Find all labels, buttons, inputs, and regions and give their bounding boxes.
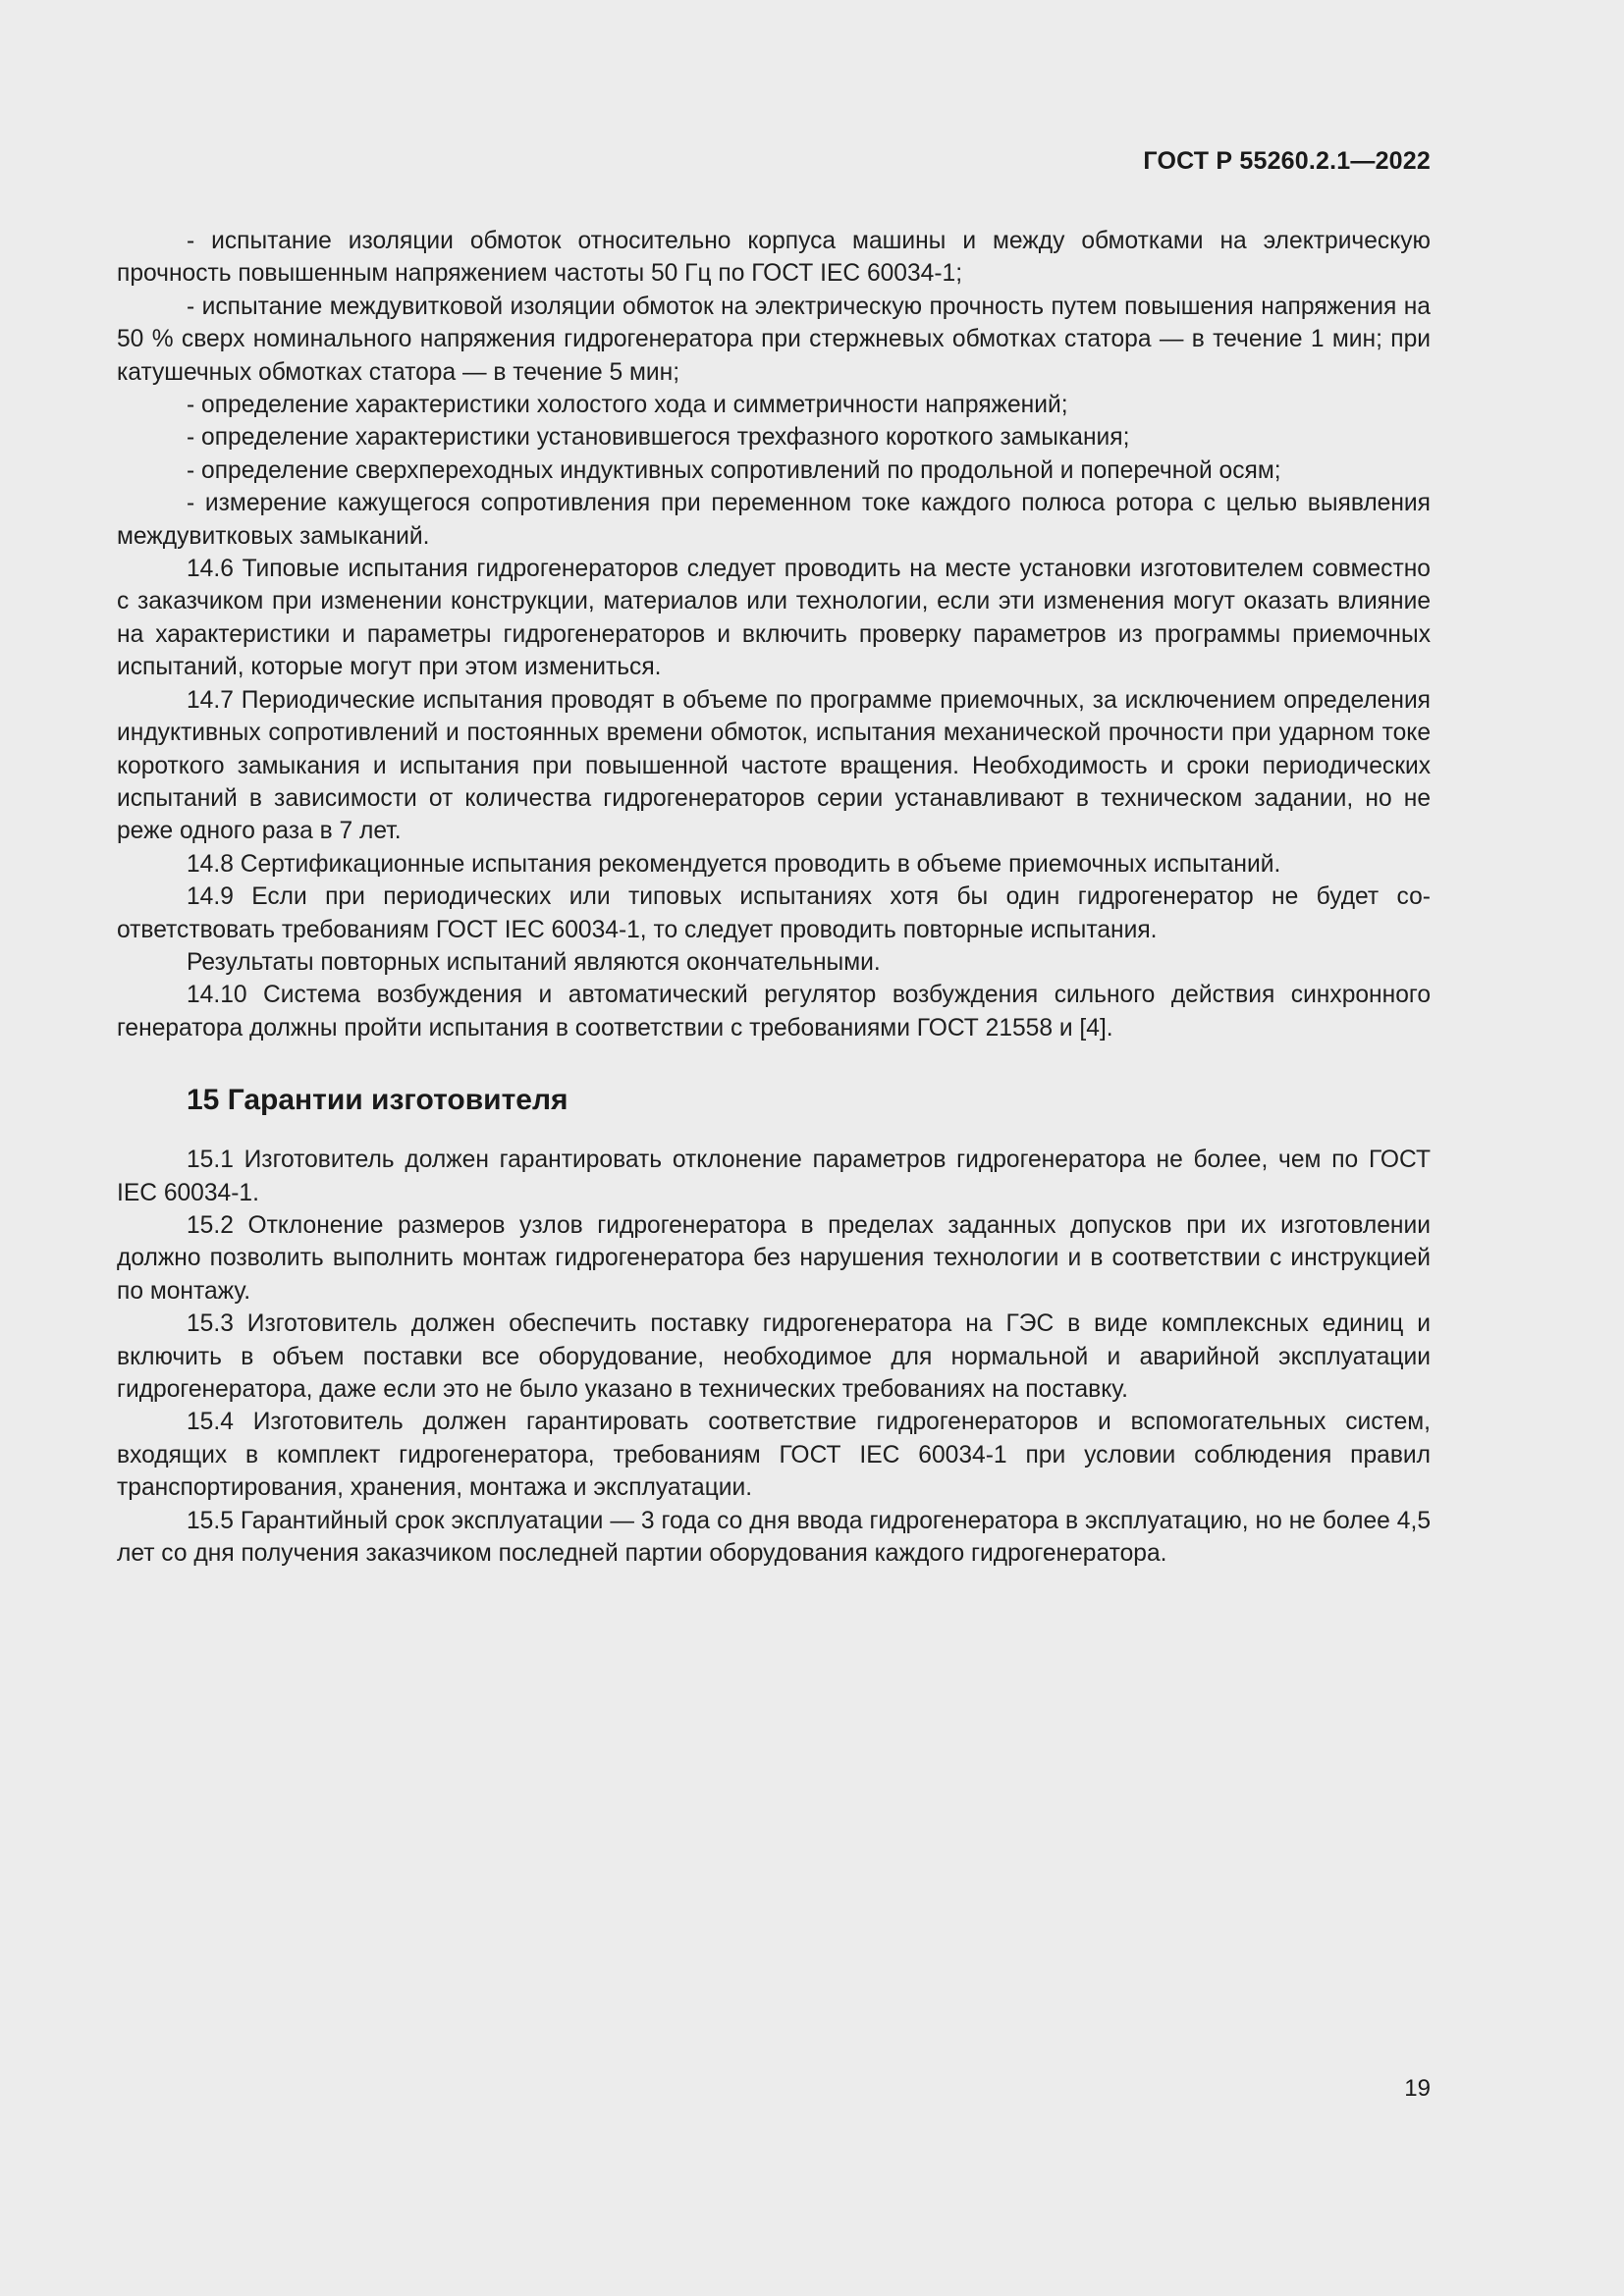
list-item: - определение характеристики установившегося трехфазного короткого замыкания; (187, 424, 1130, 452)
section-heading-15: 15 Гарантии изготовителя (187, 1084, 568, 1117)
paragraph-14-8: 14.8 Сертификационные испытания рекомендуется проводить в объеме приемочных испытаний. (187, 850, 1281, 878)
paragraph-15-4: 15.4 Изготовитель должен гарантировать соответствие гидрогенераторов и вспомогательных систем, входящих в комплект гидрогенератора, требованиям ГОСТ IEC 60034-1 при условии соблюдения правил транспортирования, хранения, монтажа и эксплуатации. (117, 1409, 1431, 1502)
paragraph-14-7: 14.7 Периодические испытания проводят в объеме по программе приемочных, за исключением определения индуктивных сопротивлений и постоянных времени обмоток, испытания механической прочности при ударном токе короткого замыкания и испытания при повышенной частоте вращения. Необходимость и сроки периодических испытаний в зависимости от количества гидрогенераторов серии устанавливают в техническом задании, но не реже одного раза в 7 лет. (117, 686, 1431, 845)
paragraph-14-9: 14.9 Если при периодических или типовых испытаниях хотя бы один гидрогенератор не будет соответствовать требованиям ГОСТ IEC 60034-1, то следует проводить повторные испытания. (117, 883, 1431, 943)
list-item: - испытание изоляции обмоток относительно корпуса машины и между обмотками на электрическую прочность повышенным напряжением частоты 50 Гц по ГОСТ IEC 60034-1; (117, 228, 1431, 288)
paragraph-14-10: 14.10 Система возбуждения и автоматический регулятор возбуждения сильного действия синхронного генератора должны пройти испытания в соответствии с требованиями ГОСТ 21558 и [4]. (117, 982, 1431, 1041)
paragraph-15-5: 15.5 Гарантийный срок эксплуатации — 3 года со дня ввода гидрогенератора в эксплуатацию, но не более 4,5 лет со дня получения заказчиком последней партии оборудования каждого гидрогенератора. (117, 1507, 1431, 1568)
paragraph-15-1: 15.1 Изготовитель должен гарантировать отклонение параметров гидрогенератора не более, чем по ГОСТ IEC 60034-1. (117, 1147, 1431, 1206)
list-item: - испытание междувитковой изоляции обмоток на электрическую прочность путем повышения напряжения на 50 % сверх номинального напряжения гидрогенератора при стержневых обмотках статора — в течение 1 мин; при катушечных обмотках статора — в течение 5 мин; (117, 293, 1431, 386)
document-body (117, 225, 1431, 1570)
paragraph-14-9-result: Результаты повторных испытаний являются окончательными. (187, 948, 881, 976)
paragraph-15-2: 15.2 Отклонение размеров узлов гидрогенератора в пределах заданных допусков при их изготовлении должно позволить выполнить монтаж гидрогенератора без нарушения технологии и в соответствии с инструкцией по монтажу. (117, 1211, 1431, 1305)
paragraph-15-3: 15.3 Изготовитель должен обеспечить поставку гидрогенератора на ГЭС в виде комплексных единиц и включить в объем поставки все оборудование, необходимое для нормальной и аварийной эксплуатации гидрогенератора, даже если это не было указано в технических требованиях на поставку. (117, 1310, 1431, 1403)
page-number: 19 (1404, 2075, 1431, 2102)
document-code-header: ГОСТ Р 55260.2.1—2022 (1143, 147, 1431, 175)
paragraph-14-6: 14.6 Типовые испытания гидрогенераторов следует проводить на месте установки изготовителем совместно с заказчиком при изменении конструкции, материалов или технологии, если эти изменения могут оказать влияние на характеристики и параметры гидрогенераторов и включить проверку параметров из программы приемочных испытаний, которые могут при этом измениться. (117, 556, 1431, 681)
list-item: - определение характеристики холостого хода и симметричности напряжений; (187, 392, 1068, 419)
list-item: - определение сверхпереходных индуктивных сопротивлений по продольной и поперечной осям; (187, 456, 1281, 484)
list-item: - измерение кажущегося сопротивления при переменном токе каждого полюса ротора с целью выявления междувитковых замыканий. (117, 490, 1431, 550)
